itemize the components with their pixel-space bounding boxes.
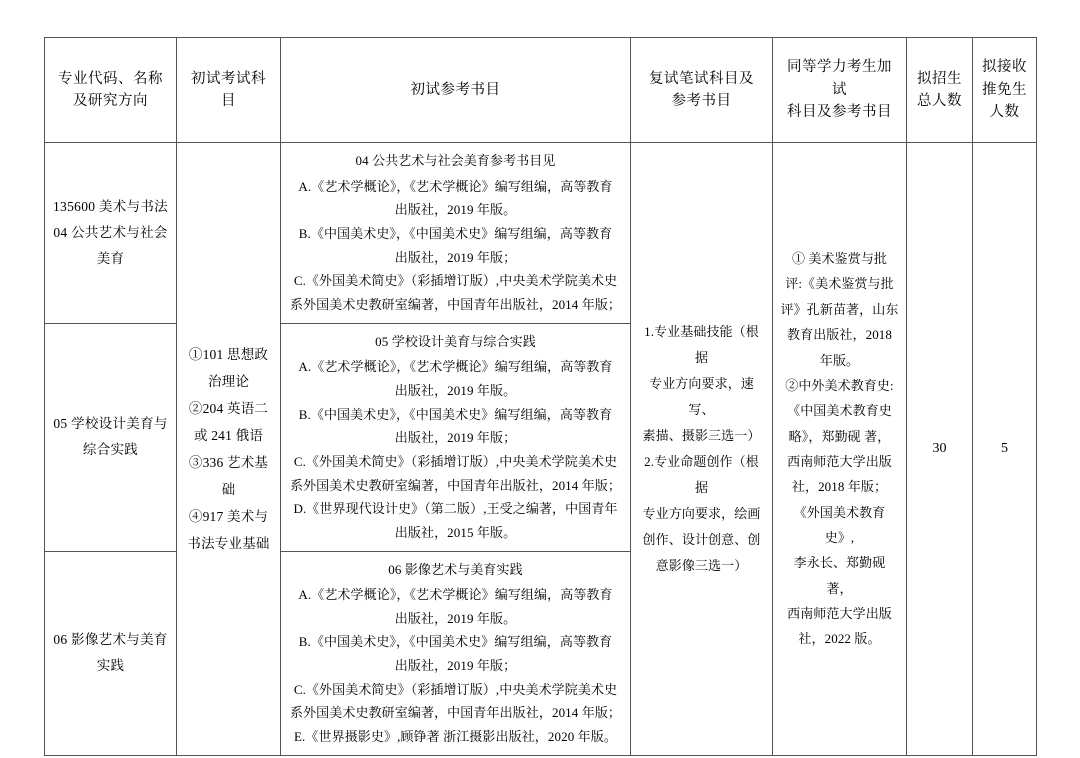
reference-line: A.《艺术学概论》，《艺术学概论》编写组编，高等教育	[298, 359, 613, 375]
equivalent-line: ① 美术鉴赏与批	[791, 251, 888, 267]
equivalent-line: 评》孔新苗著，山东	[780, 301, 899, 317]
header-line: 拟接收	[982, 59, 1027, 76]
reference-line: C.《外国美术简史》（彩插增订版）,中央美术学院美术史	[293, 453, 618, 469]
header-first-exam-references	[281, 38, 631, 143]
header-line: 目	[221, 93, 236, 109]
table-body	[45, 143, 1037, 756]
cell-direction-06	[45, 551, 177, 755]
reference-line: D.《世界现代设计史》（第二版）,王受之编著，中国青年	[293, 501, 618, 517]
table-header	[45, 38, 1037, 143]
retest-line: 专业方向要求，速写、	[649, 375, 754, 417]
cell-references-05	[281, 323, 631, 551]
reference-line: B.《中国美术史》，《中国美术史》编写组编，高等教育	[298, 225, 613, 241]
table-row	[45, 143, 1037, 324]
equivalent-line: 西南师范大学出版	[787, 605, 892, 621]
equivalent-line: 社，2018 年版；	[791, 479, 888, 495]
subject-item: ③336 艺术基础	[188, 454, 269, 497]
header-line: 初试考试科	[191, 70, 266, 87]
cell-references-04	[281, 143, 631, 324]
reference-line: 出版社，2019 年版。	[394, 202, 517, 218]
header-planned-recommended-enrollment	[973, 38, 1037, 143]
reference-title: 04 公共艺术与社会美育参考书目见	[355, 153, 556, 168]
subject-item: ②204 英语二或 241 俄语	[188, 400, 269, 443]
direction-line: 综合实践	[82, 442, 139, 458]
header-planned-total-enrollment	[907, 38, 973, 143]
reference-line: B.《中国美术史》，《中国美术史》编写组编，高等教育	[298, 634, 613, 650]
header-retest-written-subjects	[631, 38, 773, 143]
direction-line: 美育	[96, 250, 125, 266]
cell-first-exam-subjects	[177, 143, 281, 756]
reference-title: 05 学校设计美育与综合实践	[375, 333, 536, 349]
reference-line: 系外国美术史教研室编著，中国青年出版社，2014 年版；	[289, 296, 622, 312]
header-line: 推免生	[982, 81, 1027, 98]
reference-line: E.《世界摄影史》,顾铮著 浙江摄影出版社，2020 年版。	[294, 729, 617, 745]
retest-line: 意影像三选一）	[655, 557, 748, 573]
equivalent-line: 西南师范大学出版	[787, 453, 892, 469]
reference-line: A.《艺术学概论》，《艺术学概论》编写组编，高等教育	[298, 178, 613, 194]
header-line: 参考书目	[671, 93, 732, 109]
reference-line: 出版社，2015 年版。	[394, 524, 517, 540]
cell-direction-05	[45, 323, 177, 551]
direction-line: 06 影像艺术与美育	[53, 632, 168, 648]
reference-title: 06 影像艺术与美育实践	[388, 561, 523, 577]
header-major-code-name-direction	[45, 38, 177, 143]
header-equivalent-extra-subjects	[773, 38, 907, 143]
header-line: 科目及参考书目	[787, 104, 892, 121]
reference-line: 出版社，2019 年版；	[394, 249, 517, 265]
equivalent-line: ②中外美术教育史:	[785, 377, 894, 393]
reference-line: 出版社，2019 年版。	[394, 382, 517, 398]
header-line: 总人数	[917, 93, 962, 109]
header-line: 专业代码、名称	[58, 70, 163, 87]
table-header-row	[45, 38, 1037, 143]
equivalent-line: 评:《美术鉴赏与批	[785, 276, 894, 292]
equivalent-line: 社，2022 版。	[798, 631, 881, 647]
retest-line: 1.专业基础技能（根据	[644, 323, 759, 365]
admissions-table	[44, 37, 1037, 756]
header-line: 同等学力考生加试	[787, 59, 892, 98]
direction-line: 05 学校设计美育与	[53, 416, 168, 432]
reference-line: B.《中国美术史》，《中国美术史》编写组编，高等教育	[298, 406, 613, 422]
retest-line: 创作、设计创意、创	[642, 531, 761, 547]
equivalent-line: 《中国美术教育史	[787, 403, 892, 419]
retest-line: 素描、摄影三选一）	[642, 427, 761, 443]
reference-line: C.《外国美术简史》（彩插增订版）,中央美术学院美术史	[293, 273, 618, 289]
header-line: 复试笔试科目及	[649, 70, 754, 87]
equivalent-line: 年版。	[819, 352, 860, 368]
reference-line: 出版社，2019 年版。	[394, 610, 517, 626]
reference-line: C.《外国美术简史》（彩插增订版）,中央美术学院美术史	[293, 681, 618, 697]
reference-line: A.《艺术学概论》，《艺术学概论》编写组编，高等教育	[298, 587, 613, 603]
retest-line: 2.专业命题创作（根据	[644, 453, 759, 495]
reference-line: 系外国美术史教研室编著，中国青年出版社，2014 年版；	[289, 705, 622, 721]
equivalent-line: 略》，郑勤砚 著，	[788, 428, 891, 444]
equivalent-line: 李永长、郑勤砚 著，	[793, 555, 886, 596]
direction-line: 135600 美术与书法	[53, 199, 168, 215]
cell-references-06	[281, 551, 631, 755]
header-line: 初试参考书目	[410, 81, 501, 98]
reference-line: 系外国美术史教研室编著，中国青年出版社，2014 年版；	[289, 477, 622, 493]
cell-planned-recommended: 5	[973, 143, 1037, 756]
cell-planned-total: 30	[907, 143, 973, 756]
admissions-table-container	[44, 37, 1036, 756]
equivalent-line: 教育出版社，2018	[787, 327, 892, 343]
subject-item: ①101 思想政治理论	[188, 346, 269, 389]
subject-item: ④917 美术与书法专业基础	[187, 508, 270, 551]
retest-line: 专业方向要求，绘画	[642, 505, 761, 521]
direction-line: 实践	[96, 658, 125, 674]
cell-equivalent-subjects	[773, 143, 907, 756]
header-first-exam-subjects	[177, 38, 281, 143]
reference-line: 出版社，2019 年版；	[394, 430, 517, 446]
equivalent-line: 《外国美术教育史》,	[793, 504, 886, 545]
cell-direction-04	[45, 143, 177, 324]
cell-retest-subjects	[631, 143, 773, 756]
direction-line: 04 公共艺术与社会	[53, 224, 168, 240]
header-line: 拟招生	[917, 70, 962, 87]
reference-line: 出版社，2019 年版；	[394, 658, 517, 674]
header-line: 及研究方向	[73, 93, 148, 109]
header-line: 人数	[989, 104, 1020, 121]
